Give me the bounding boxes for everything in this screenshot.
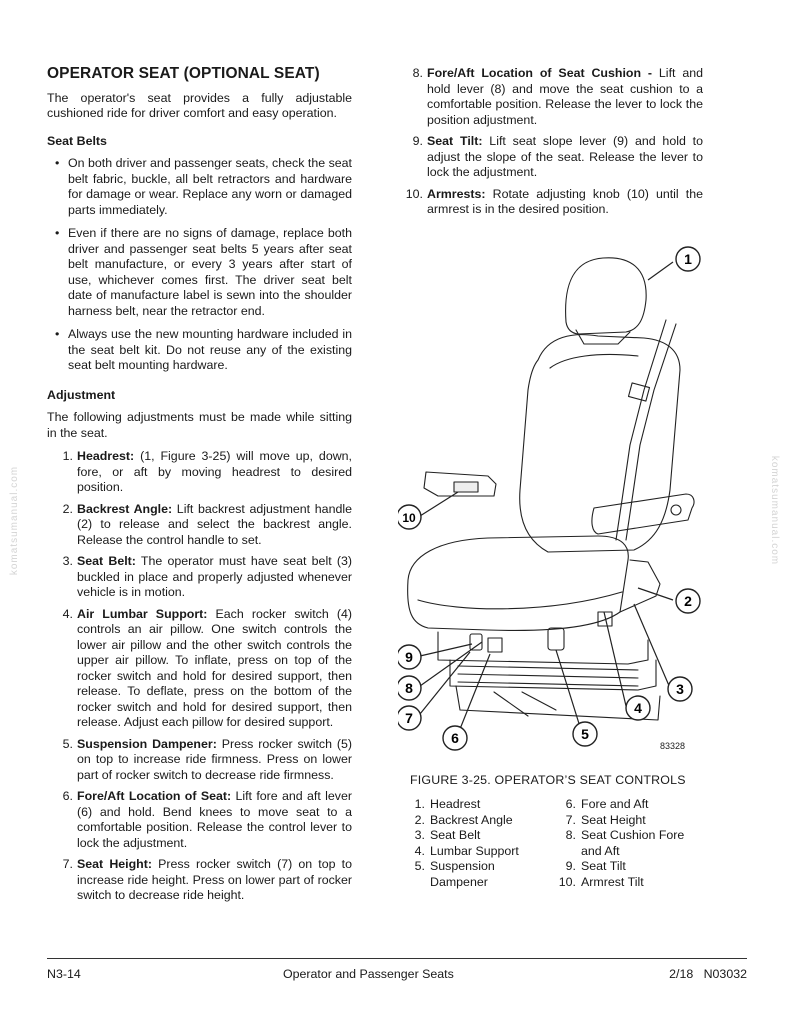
legend-item: 1. Headrest — [414, 797, 481, 811]
right-column — [403, 66, 703, 224]
step-item: 9. Seat Tilt: Lift seat slope lever (9) and hold to adjust the slope of the seat. Release the lever to lock the adjustment. — [412, 134, 703, 179]
legend-column-2 — [558, 797, 684, 891]
callout-1-icon — [676, 247, 700, 271]
bullet-item: • On both driver and passenger seats, check the seat belt fabric, buckle, all belt retractors and hardware for damage or wear. Replace any worn or damaged parts immediately. — [55, 156, 352, 217]
footer-divider — [47, 958, 747, 959]
legend-column-1 — [411, 797, 519, 891]
step-item: 8. Fore/Aft Location of Seat Cushion - Lift and hold lever (8) and move the seat cushion to a comfortable position. Release the lever to lock the position adjustment. — [412, 66, 703, 127]
step-item: 3. Seat Belt: The operator must have seat belt (3) buckled in place and properly adjusted whenever vehicle is in motion. — [62, 554, 352, 599]
svg-text:6: 6 — [451, 730, 459, 746]
bullet-item: • Always use the new mounting hardware included in the seat belt kit. Do not reuse any of the existing seat belt mounting hardware. — [55, 327, 352, 372]
seat-belts-heading: Seat Belts — [47, 133, 107, 148]
callout-2-icon — [676, 589, 700, 613]
headrest-drawing — [566, 258, 647, 334]
step-item: 5. Suspension Dampener: Press rocker switch (5) on top to increase ride firmness. Press on lower part of rocker switch to decrease ride firmness. — [62, 736, 353, 782]
adjustment-steps — [47, 449, 352, 904]
svg-text:4: 4 — [634, 700, 642, 716]
bullet-item: • Even if there are no signs of damage, replace both driver and passenger seat belts 5 years after seat belt manufacture, or every 3 years after start of use, whichever comes first. The driver seat belt date of manufacture label is sewn into the shoulder harness belt, near the retractor end. — [55, 226, 352, 318]
callout-8-icon — [398, 676, 421, 700]
callout-3-icon — [668, 677, 692, 701]
legend-item: 2. Backrest Angle — [414, 812, 513, 827]
left-column — [47, 66, 352, 910]
legend-item: 4. Lumbar Support — [414, 843, 519, 858]
bullet-icon: • — [55, 226, 60, 240]
adjustment-heading: Adjustment — [47, 387, 116, 402]
callout-7-icon — [398, 706, 421, 730]
callout-5-icon — [573, 722, 597, 746]
svg-text:1: 1 — [684, 251, 692, 267]
svg-text:2: 2 — [684, 593, 692, 609]
figure-caption: FIGURE 3-25. OPERATOR’S SEAT CONTROLS — [410, 773, 686, 787]
footer-page-number: N3-14 — [47, 967, 81, 981]
bullet-icon: • — [55, 156, 60, 170]
step-item: 1. Headrest: (1, Figure 3-25) will move up, down, fore, or aft by moving headrest to desired position. — [62, 449, 352, 494]
callout-4-icon — [626, 696, 650, 720]
backrest-drawing — [520, 335, 680, 552]
step-item: 6. Fore/Aft Location of Seat: Lift fore and aft lever (6) and hold. Bend knees to move seat to a comfortable position. Release the control lever to lock the adjustment. — [62, 789, 352, 850]
legend-item-continued: and Aft — [581, 843, 620, 858]
seat-belt-bullets — [47, 156, 352, 374]
section-title: OPERATOR SEAT (OPTIONAL SEAT) — [47, 65, 320, 82]
adjustment-intro: The following adjustments must be made while sitting in the seat. — [47, 410, 352, 440]
step-item: 7. Seat Height: Press rocker switch (7) on top to increase ride height. Press on lower part of rocker switch to decrease ride height. — [62, 857, 352, 902]
seat-belt-drawing — [616, 320, 666, 540]
step-item: 2. Backrest Angle: Lift backrest adjustment handle (2) to release and select the backrest angle. Release the control handle to set. — [62, 501, 352, 547]
legend-item: 10. Armrest Tilt — [558, 874, 644, 889]
legend-item-continued: Dampener — [430, 874, 488, 889]
figure-id: 83328 — [660, 741, 686, 751]
callout-6-icon — [443, 726, 467, 750]
step-item: 4. Air Lumbar Support: Each rocker switch (4) controls an air pillow. One switch controls the lower air pillow and the other switch controls the upper air pillow. To inflate, press on top of the rocker switch and hold for desired support, then release. To deflate, press on the bottom of the rocker switch and hold for desired support, then release. Adjust each pillow for desired support. — [62, 606, 352, 729]
intro-paragraph: The operator's seat provides a fully adjustable cushioned ride for driver comfort and easy operation. — [47, 90, 352, 120]
legend-item: 7. Seat Height — [565, 812, 646, 827]
seat-diagram — [398, 240, 718, 760]
watermark-right: komatsumanual.com — [769, 455, 781, 566]
svg-text:10: 10 — [402, 511, 416, 525]
callout-10-icon — [398, 505, 421, 529]
svg-text:3: 3 — [676, 681, 684, 697]
footer-section-title: Operator and Passenger Seats — [283, 967, 454, 981]
footer-doc-code: 2/18 N03032 — [669, 967, 747, 981]
svg-text:7: 7 — [405, 710, 413, 726]
adjustment-steps-continued — [403, 66, 703, 218]
legend-item: 6. Fore and Aft — [565, 797, 649, 811]
step-item: 10. Armrests: Rotate adjusting knob (10) until the armrest is in the desired position. — [405, 186, 703, 216]
bullet-icon: • — [55, 327, 60, 341]
seat-cushion-drawing — [408, 536, 629, 630]
legend-item: 9. Seat Tilt — [565, 859, 626, 874]
svg-text:8: 8 — [405, 680, 413, 696]
legend-item: 3. Seat Belt — [414, 828, 481, 843]
legend-item: 8. Seat Cushion Fore — [565, 828, 685, 843]
callout-9-icon — [398, 645, 421, 669]
watermark-left: komatsumanual.com — [9, 465, 21, 576]
svg-text:5: 5 — [581, 726, 589, 742]
legend-item: 5. Suspension — [414, 859, 495, 874]
svg-text:9: 9 — [405, 649, 413, 665]
